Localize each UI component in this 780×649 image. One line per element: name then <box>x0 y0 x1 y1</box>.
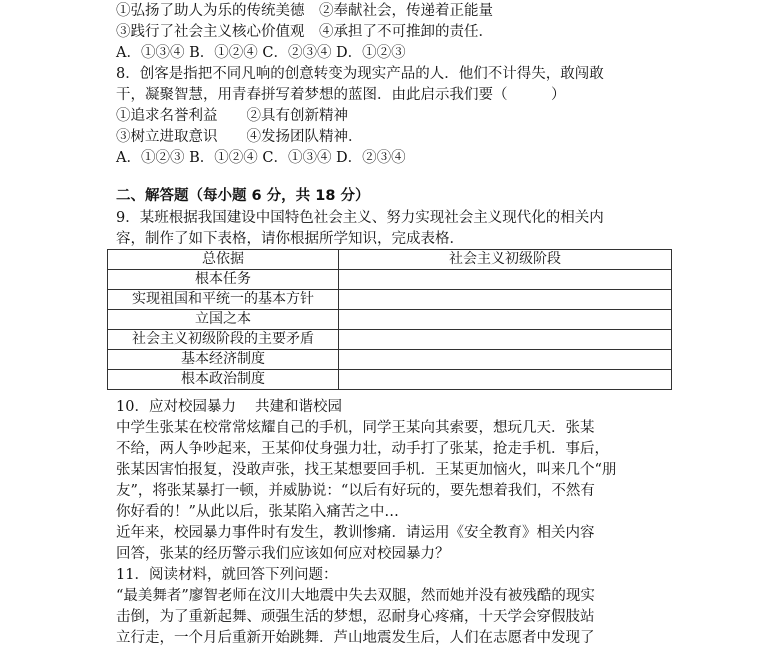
option-line: ①追求名誉利益 ②具有创新精神 <box>116 108 348 124</box>
answer-choices: A．①②③ B．①②④ C．①③④ D．②③④ <box>116 150 406 166</box>
question-10-text: 你好看的！”从此以后，张某陷入痛苦之中… <box>116 504 399 520</box>
question-10-prompt: 近年来，校园暴力事件时有发生，教训惨痛．请运用《安全教育》相关内容 <box>116 525 595 541</box>
table-row-label: 社会主义初级阶段的主要矛盾 <box>108 330 339 350</box>
question-11-title: 11．阅读材料，就回答下列问题： <box>116 567 338 583</box>
question-10-title: 10．应对校园暴力 共建和谐校园 <box>116 399 343 415</box>
option-line: ③践行了社会主义核心价值观 ④承担了不可推卸的责任． <box>116 24 493 40</box>
table-answer-cell[interactable] <box>339 290 672 310</box>
table-answer-cell[interactable] <box>339 270 672 290</box>
table-row <box>108 350 672 370</box>
question-9-text: 容，制作了如下表格，请你根据所学知识，完成表格． <box>116 231 464 247</box>
table-row <box>108 330 672 350</box>
question-9-text: 9．某班根据我国建设中国特色社会主义、努力实现社会主义现代化的相关内 <box>116 210 604 226</box>
table-answer-cell[interactable] <box>339 370 672 390</box>
question-11-text: “最美舞者”廖智老师在汶川大地震中失去双腿，然而她并没有被残酷的现实 <box>116 588 595 604</box>
section-heading: 二、解答题（每小题 6 分，共 18 分） <box>116 188 370 204</box>
question-10-text: 张某因害怕报复，没敢声张，找王某想要回手机．王某更加恼火，叫来几个“朋 <box>116 462 617 478</box>
table-row <box>108 370 672 390</box>
question-8-text: 干，凝聚智慧，用青春拼写着梦想的蓝图．由此启示我们要（ ） <box>116 87 566 103</box>
table-header-cell: 社会主义初级阶段 <box>339 250 672 270</box>
table-answer-cell[interactable] <box>339 330 672 350</box>
table-row-label: 根本任务 <box>108 270 339 290</box>
option-line: ③树立进取意识 ④发扬团队精神． <box>116 129 363 145</box>
table-row-label: 根本政治制度 <box>108 370 339 390</box>
table-row <box>108 290 672 310</box>
table-header-cell: 总依据 <box>108 250 339 270</box>
table-row-label: 实现祖国和平统一的基本方针 <box>108 290 339 310</box>
question-9-table <box>107 249 672 390</box>
question-10-prompt: 回答，张某的经历警示我们应该如何应对校园暴力？ <box>116 546 450 562</box>
table-answer-cell[interactable] <box>339 350 672 370</box>
table-row-label: 基本经济制度 <box>108 350 339 370</box>
question-8-text: 8．创客是指把不同凡响的创意转变为现实产品的人．他们不计得失，敢闯敢 <box>116 66 604 82</box>
option-line: ①弘扬了助人为乐的传统美德 ②奉献社会，传递着正能量 <box>116 3 493 19</box>
question-10-text: 不给，两人争吵起来，王某仰仗身强力壮，动手打了张某，抢走手机．事后， <box>116 441 609 457</box>
question-11-text: 击倒，为了重新起舞、顽强生活的梦想，忍耐身心疼痛，十天学会穿假肢站 <box>116 609 595 625</box>
table-row <box>108 310 672 330</box>
question-11-text: 立行走，一个月后重新开始跳舞．芦山地震发生后，人们在志愿者中发现了 <box>116 630 595 646</box>
table-header-row <box>108 250 672 270</box>
table-answer-cell[interactable] <box>339 310 672 330</box>
question-10-text: 友”，将张某暴打一顿，并威胁说：“以后有好玩的，要先想着我们，不然有 <box>116 483 595 499</box>
table-row-label: 立国之本 <box>108 310 339 330</box>
question-10-text: 中学生张某在校常常炫耀自己的手机，同学王某向其索要，想玩几天．张某 <box>116 420 595 436</box>
table-row <box>108 270 672 290</box>
answer-choices: A．①③④ B．①②④ C．②③④ D．①②③ <box>116 45 406 61</box>
